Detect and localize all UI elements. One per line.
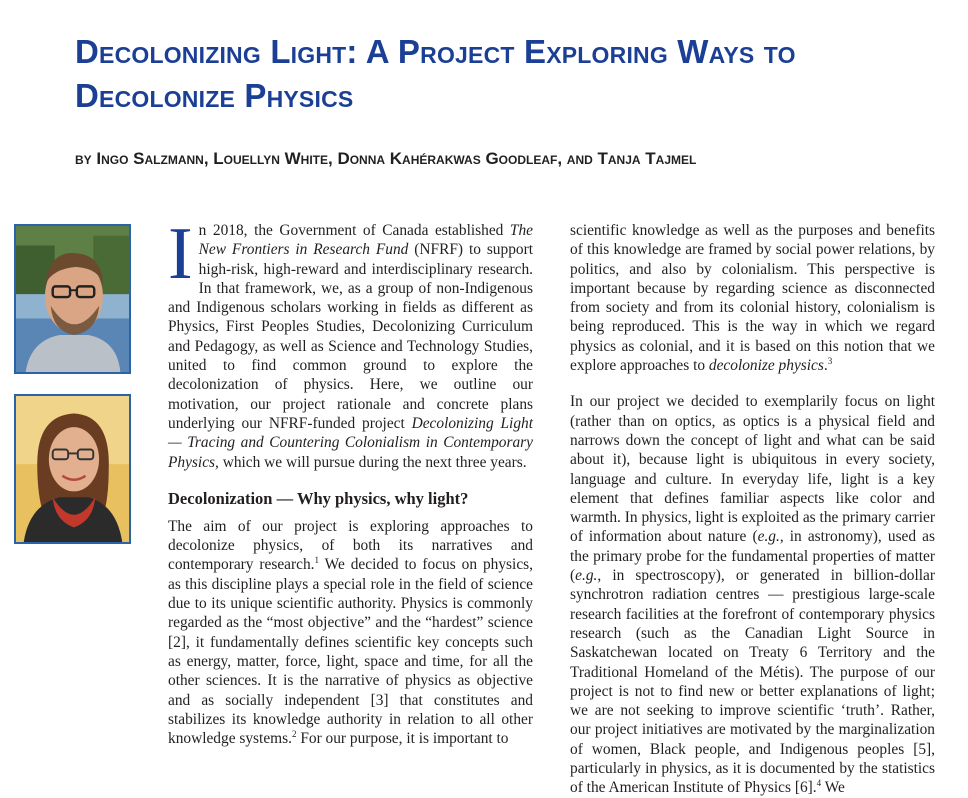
italic-run: e.g. bbox=[757, 528, 780, 546]
column-2 bbox=[570, 221, 935, 798]
section-heading: Decolonization — Why physics, why light? bbox=[168, 488, 469, 508]
text-run: , in astronomy), used as the primary probe for the fundamental properties of matter ( bbox=[570, 528, 935, 585]
author-photo-2-image bbox=[16, 396, 129, 542]
text-run: (NFRF) to support high-risk, high-reward and interdisciplinary research. In that framework, we, as a group of non-Indigenous and Indigenous scholars working in fields as different as Physics, First Peoples Studies, Decolonizing Curriculum and Pedagogy, as well as Science and Technology Studies, united to find common ground to explore the decolonization of physics. Here, we outline our motivation, our project rationale and concrete plans underlying our NFRF-funded project bbox=[168, 241, 533, 432]
text-run: . bbox=[823, 357, 828, 375]
author-byline: by Ingo Salzmann, Louellyn White, Donna Kahérakwas Goodleaf, and Tanja Tajmel bbox=[75, 149, 697, 168]
text-run: The aim of our project is exploring approaches to decolonize physics, of both its narratives and contemporary research. bbox=[168, 517, 533, 574]
text-run: In our project we decided to exemplarily focus on light (rather than on optics, as optics is a physical field and narrows down the concept of light and what can be said about it), because light is ubiquitous in every society, language and culture. In everyday life, light is a key element that defines familiar aspects like color and warmth. In physics, light is exploited as the primary carrier of information about nature ( bbox=[570, 393, 935, 546]
column-1 bbox=[168, 213, 533, 748]
footnote-marker: 3 bbox=[827, 355, 833, 366]
footnote-marker: 2 bbox=[291, 729, 297, 739]
text-run: n 2018, the Government of Canada established bbox=[198, 222, 510, 239]
italic-run: The New Frontiers in Research Fund bbox=[198, 222, 533, 259]
italic-run: e.g. bbox=[575, 567, 598, 585]
author-photo-1-image bbox=[16, 226, 129, 372]
author-photo-2 bbox=[14, 394, 131, 544]
footnote-marker: 1 bbox=[314, 555, 320, 566]
text-run: , in spectroscopy), or generated in billion-dollar synchrotron radiation centres — prestigious large-scale research facilities at the forefront of contemporary physics research (such as the Canadian Light Source in Saskatchewan located on Treaty 6 Territory and the Traditional Homeland of the Métis). The purpose of our project is not to find new or better explanations of light; we are not seeking to improve scientific ‘truth’. Rather, our project initiatives are motivated by the marginalization of women, Black people, and Indigenous peoples [5], particularly in physics, as it is documented by the statistics of the American Institute of Physics [6]. bbox=[570, 567, 935, 797]
text-run: We bbox=[821, 779, 845, 797]
text-run: , which we will pursue during the next three years. bbox=[215, 453, 527, 471]
body-paragraph bbox=[570, 221, 935, 375]
text-run: For our purpose, it is important to bbox=[296, 730, 509, 748]
body-paragraph bbox=[168, 517, 533, 749]
italic-run: decolonize physics bbox=[708, 357, 824, 375]
intro-paragraph bbox=[168, 213, 533, 472]
title-line-1: Decolonizing Light: A Project Exploring Ways to bbox=[75, 33, 796, 70]
text-run: We decided to focus on physics, as this discipline plays a special role in the field of science due to its unique scientific authority. Physics is commonly regarded as the “most objective” and the “hardest” science [2], it fundamentally defines scientific key concepts such as energy, matter, force, light, space and time, for all the other sciences. It is the narrative of physics as objective and as socially independent [3] that constitutes and stabilizes its knowledge authority in relation to all other knowledge systems. bbox=[168, 556, 533, 748]
footnote-marker: 4 bbox=[816, 778, 822, 789]
article-title bbox=[75, 30, 945, 118]
italic-run: Decolonizing Light — Tracing and Countering Colonialism in Contemporary Physics bbox=[168, 414, 533, 471]
title-line-2: Decolonize Physics bbox=[75, 77, 354, 114]
text-run: scientific knowledge as well as the purposes and benefits of this knowledge are framed by social power relations, by politics, and also by colonialism. This perspective is important because by regarding science as disconnected from society and from its colonial history, colonialism is being reproduced. This is the way in which we regard physics as colonial, and it is based on this notion that we explore approaches to bbox=[570, 222, 935, 375]
author-photo-1 bbox=[14, 224, 131, 374]
drop-cap: I bbox=[168, 213, 193, 295]
body-paragraph bbox=[570, 392, 935, 797]
